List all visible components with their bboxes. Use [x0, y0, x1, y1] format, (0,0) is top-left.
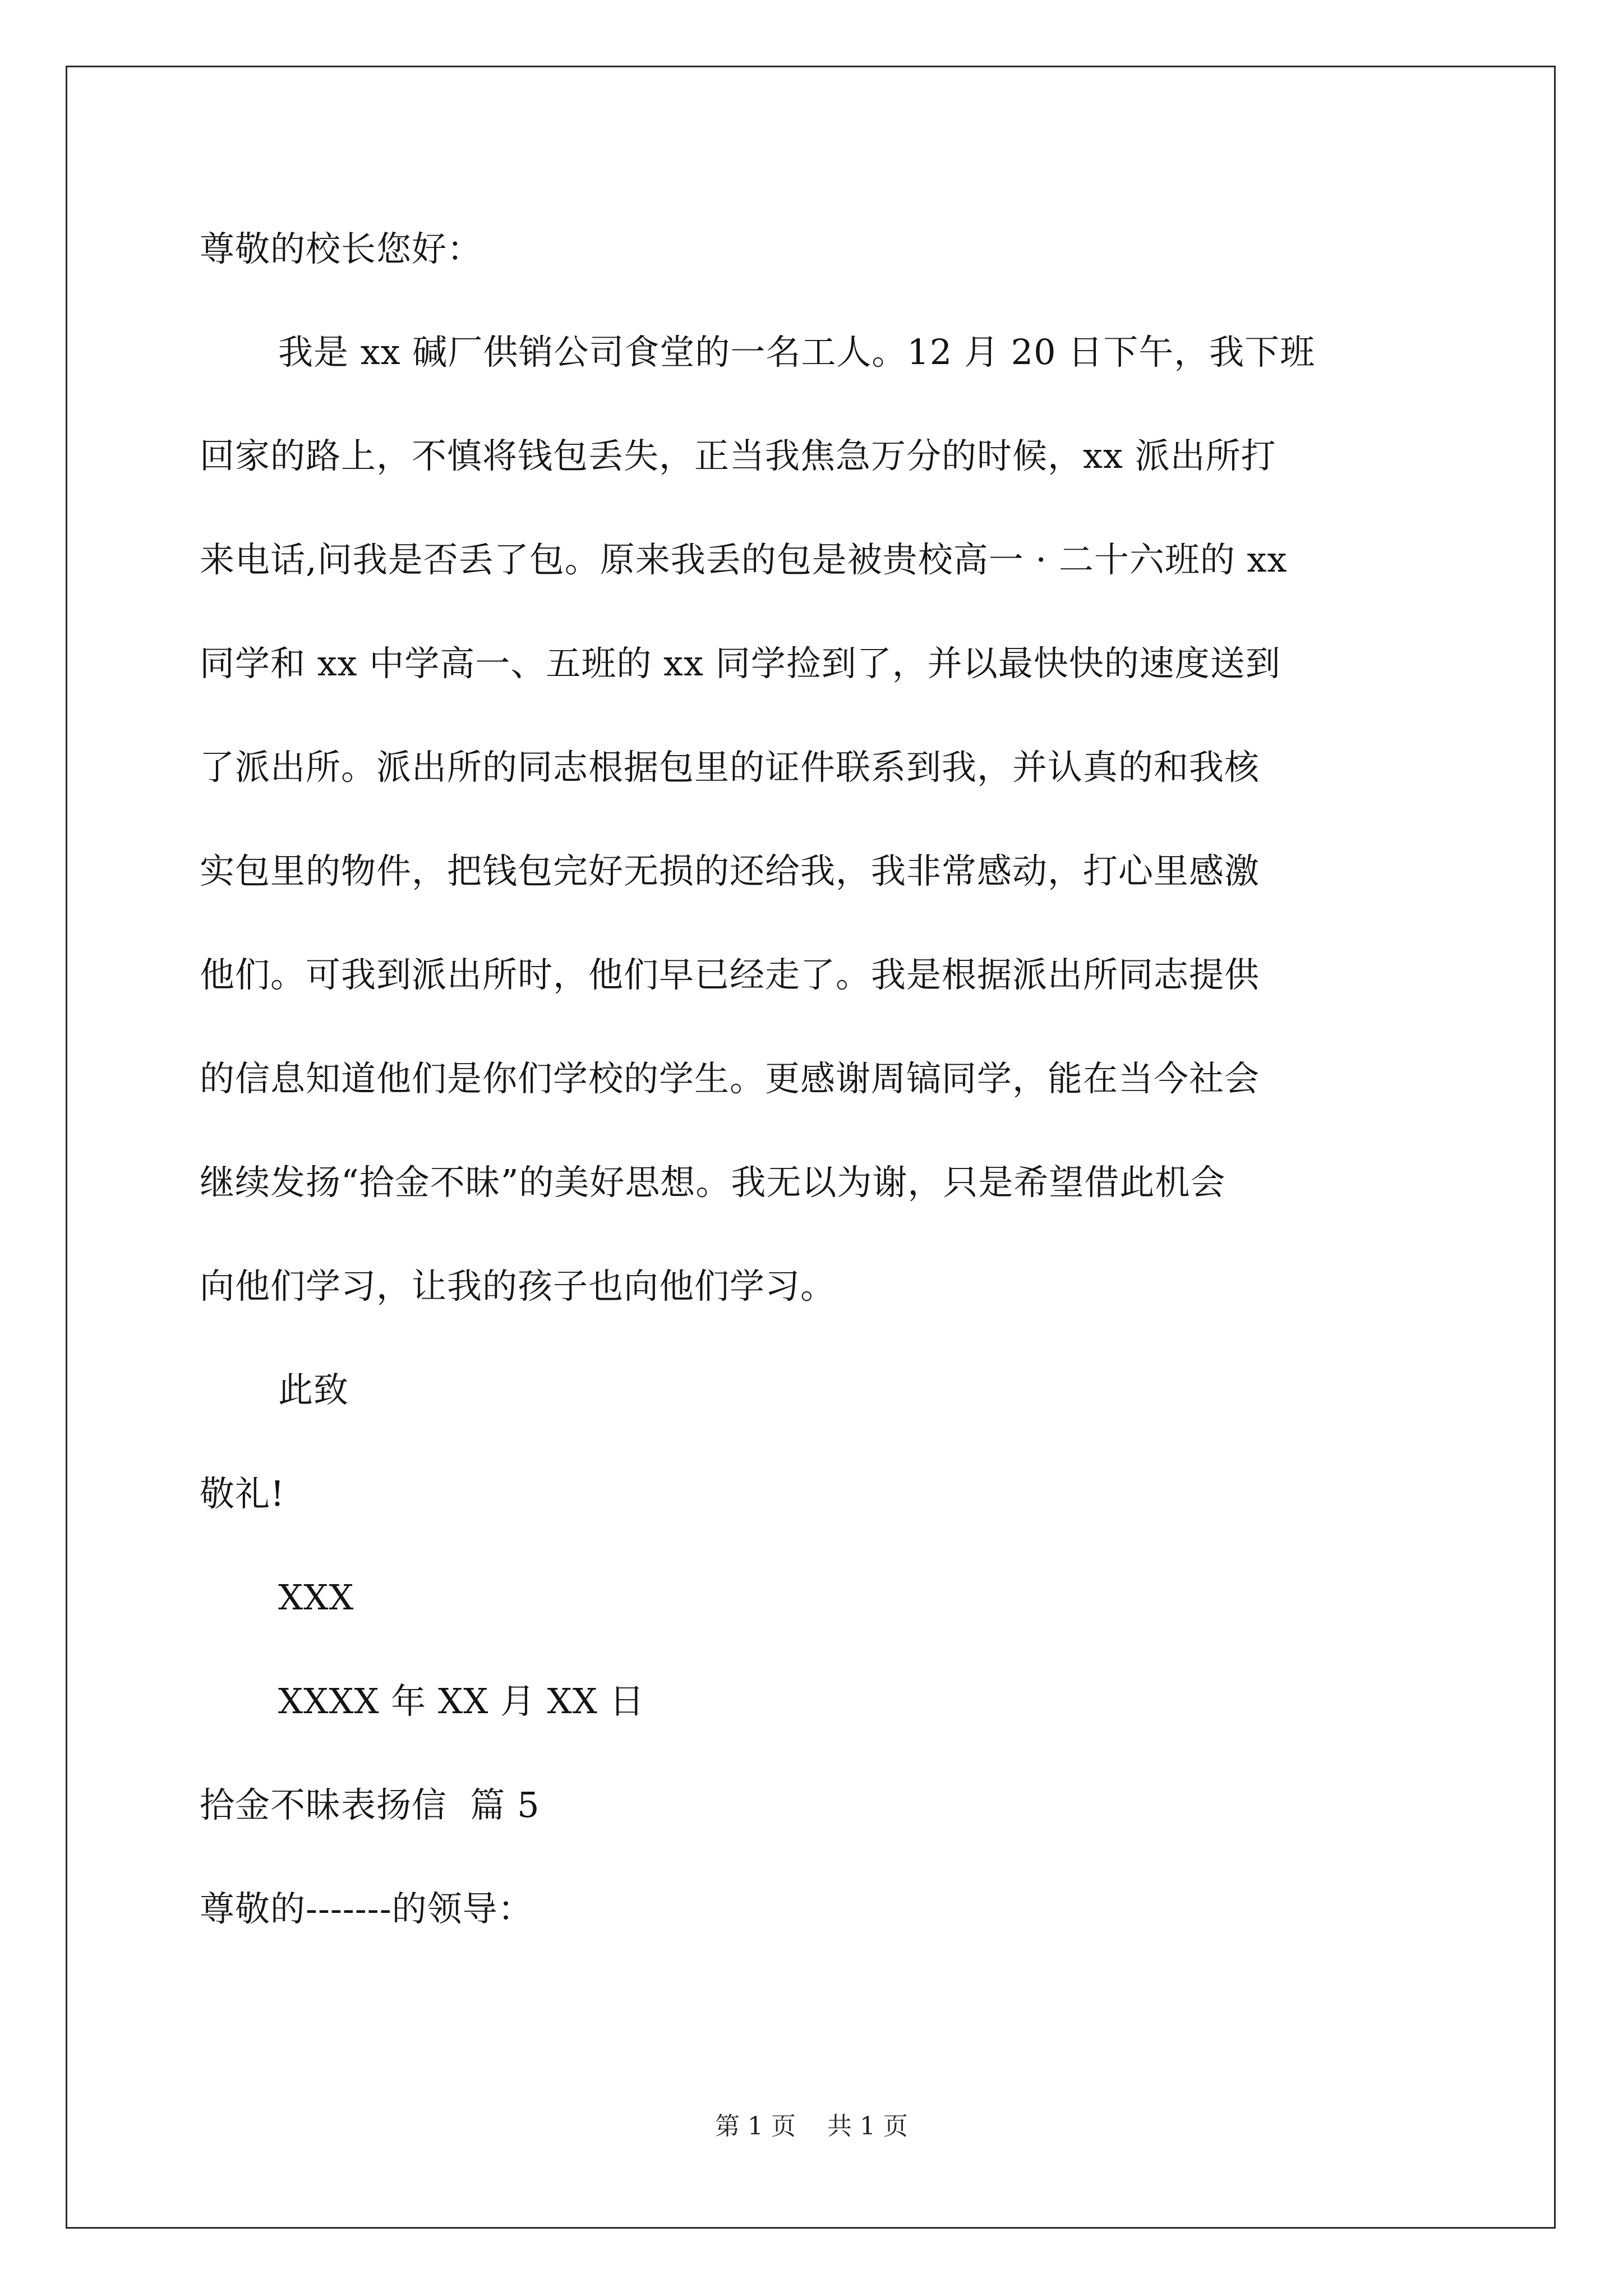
page-footer: 第 1 页 共 1 页: [715, 2112, 908, 2141]
body-line-1: 我是 xx 碱厂供销公司食堂的一名工人。12 月 20 日下午，我下班: [278, 332, 1316, 372]
body-line-7: 他们。可我到派出所时，他们早已经走了。我是根据派出所同志提供: [200, 954, 1260, 995]
body-line-5: 了派出所。派出所的同志根据包里的证件联系到我，并认真的和我核: [200, 747, 1260, 788]
body-line-9: 继续发扬“拾金不昧”的美好思想。我无以为谢，只是希望借此机会: [200, 1162, 1226, 1203]
signature: XXX: [278, 1577, 354, 1618]
body-line-2: 回家的路上，不慎将钱包丢失，正当我焦急万分的时候，xx 派出所打: [200, 435, 1276, 476]
body-line-3: 来电话,问我是否丢了包。原来我丢的包是被贵校高一 · 二十六班的 xx: [200, 539, 1288, 580]
body-line-10: 向他们学习，让我的孩子也向他们学习。: [200, 1266, 836, 1306]
closing-respect: 此致: [278, 1369, 349, 1410]
closing-salute: 敬礼!: [200, 1473, 285, 1514]
body-line-6: 实包里的物件，把钱包完好无损的还给我，我非常感动，打心里感激: [200, 850, 1260, 891]
letter-date: XXXX 年 XX 月 XX 日: [278, 1681, 645, 1722]
letter-salutation: 尊敬的校长您好：: [200, 228, 483, 269]
section-title: 拾金不昧表扬信 篇 5: [200, 1784, 540, 1825]
body-line-4: 同学和 xx 中学高一、五班的 xx 同学捡到了，并以最快快的速度送到: [200, 643, 1281, 684]
section-salutation: 尊敬的-------的领导：: [200, 1888, 533, 1929]
body-line-8: 的信息知道他们是你们学校的学生。更感谢周镐同学，能在当今社会: [200, 1058, 1260, 1099]
